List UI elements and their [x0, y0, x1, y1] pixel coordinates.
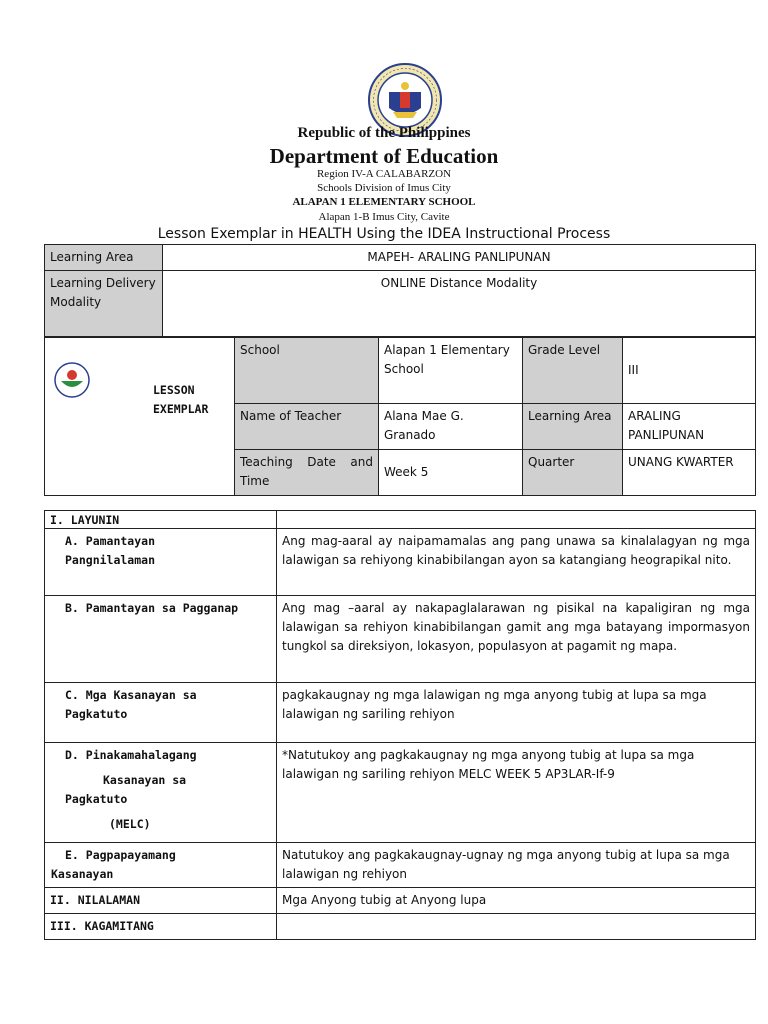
lesson-label: LESSON [153, 382, 195, 397]
quarter-label: Quarter [523, 450, 623, 496]
melc-label: D. Pinakamahalagang Kasanayan sa Pagkatuto (MELC) [45, 743, 277, 843]
kasanayan-pagkatuto-text: pagkakaugnay ng mga lalawigan ng mga anyong tubig at lupa sa mga lalawigan ng sariling rehiyon [277, 683, 756, 743]
pamantayan-pagganap-text: Ang mag –aaral ay nakapaglalarawan ng pisikal na kapaligiran ng mga lalawigan sa rehiyon kinabibilangan gamit ang mga batayang impormasyon tungkol sa direksiyon, lokasyon, populasyon at pagamit ng mapa. [277, 596, 756, 683]
layunin-heading: I. LAYUNIN [45, 511, 277, 529]
teacher-value: Alana Mae G. Granado [379, 404, 523, 450]
deped-small-seal-icon [53, 361, 91, 399]
republic-title: Republic of the Philippines [297, 125, 471, 141]
department-title: Department of Education [269, 144, 499, 168]
pamantayan-pangnilalaman-text: Ang mag-aaral ay naipamamalas ang pang unawa sa kinalalagyan ng mga lalawigan sa rehiyong kinabibilangan ayon sa katangiang heograpikal nito. [277, 529, 756, 596]
exemplar-label: EXEMPLAR [153, 401, 209, 416]
learning-area-label: Learning Area [45, 245, 163, 271]
modality-value: ONLINE Distance Modality [163, 271, 756, 337]
quarter-value: UNANG KWARTER [623, 450, 756, 496]
address-line: Alapan 1-B Imus City, Cavite [318, 211, 450, 223]
modality-label: Learning Delivery Modality [45, 271, 163, 337]
area-value: ARALING PANLIPUNAN [623, 404, 756, 450]
nilalaman-text: Mga Anyong tubig at Anyong lupa [277, 888, 756, 914]
region-line: Region IV-A CALABARZON [316, 168, 452, 180]
school-value: Alapan 1 Elementary School [379, 338, 523, 404]
teacher-label: Name of Teacher [235, 404, 379, 450]
pagpapayamang-kasanayan-text: Natutukoy ang pagkakaugnay-ugnay ng mga anyong tubig at lupa sa mga lalawigan ng rehiyon [277, 843, 756, 888]
nilalaman-label: II. NILALAMAN [45, 888, 277, 914]
grade-label: Grade Level [523, 338, 623, 404]
document-title: Lesson Exemplar in HEALTH Using the IDEA Instructional Process [157, 226, 611, 242]
detail-table [44, 337, 756, 496]
date-label: Teaching Date and Time [235, 450, 379, 496]
kagamitang-text [277, 914, 756, 940]
pagpapayamang-kasanayan-label: E. Pagpapayamang Kasanayan [45, 843, 277, 888]
pamantayan-pagganap-label: B. Pamantayan sa Pagganap [45, 596, 277, 683]
layunin-empty [277, 511, 756, 529]
lesson-plan-table [44, 510, 756, 940]
school-line: ALAPAN 1 ELEMENTARY SCHOOL [292, 196, 476, 208]
lesson-exemplar-cell [45, 338, 235, 496]
area-label: Learning Area [523, 404, 623, 450]
kagamitang-label: III. KAGAMITANG [45, 914, 277, 940]
pamantayan-pangnilalaman-label: A. Pamantayan Pangnilalaman [45, 529, 277, 596]
division-line: Schools Division of Imus City [317, 182, 451, 194]
date-value: Week 5 [379, 450, 523, 496]
kasanayan-pagkatuto-label: C. Mga Kasanayan sa Pagkatuto [45, 683, 277, 743]
melc-text: *Natutukoy ang pagkakaugnay ng mga anyong tubig at lupa sa mga lalawigan ng sariling rehiyon MELC WEEK 5 AP3LAR-If-9 [277, 743, 756, 843]
grade-value: III [623, 338, 756, 404]
school-label: School [235, 338, 379, 404]
learning-area-value: MAPEH- ARALING PANLIPUNAN [163, 245, 756, 271]
info-table [44, 244, 756, 337]
